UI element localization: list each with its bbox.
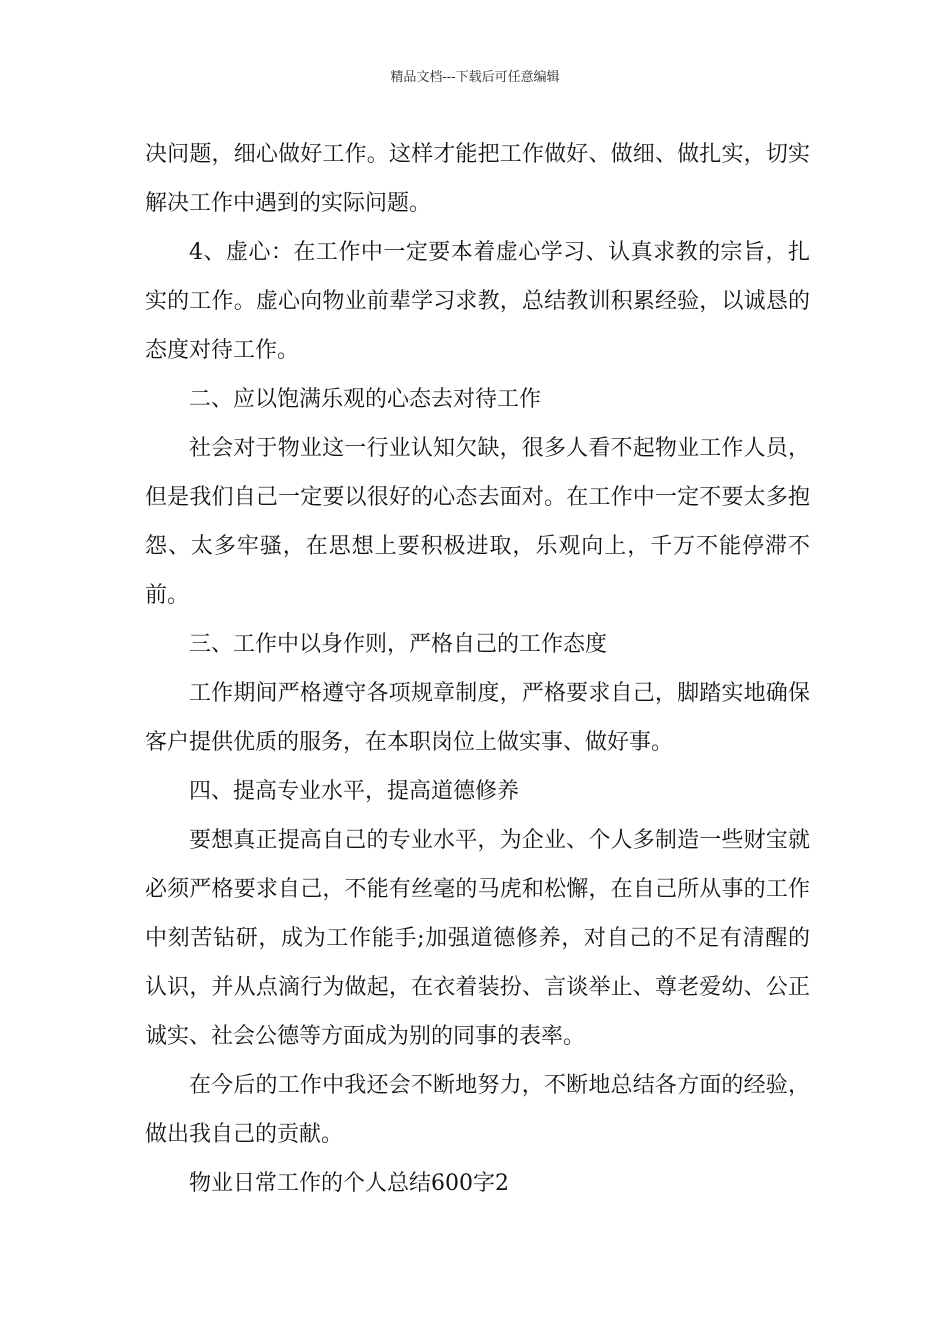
paragraph-discipline: 工作期间严格遵守各项规章制度，严格要求自己，脚踏实地确保客户提供优质的服务，在本职岗位上做实事、做好事。 xyxy=(145,681,810,755)
next-article-title: 物业日常工作的个人总结600字2 xyxy=(189,1171,509,1196)
page-header: 精品文档---下载后可任意编辑 xyxy=(390,70,560,85)
section-heading-4: 四、提高专业水平，提高道德修养 xyxy=(189,779,520,804)
section-heading-2: 二、应以饱满乐观的心态去对待工作 xyxy=(189,387,542,412)
paragraph-continuation: 决问题，细心做好工作。这样才能把工作做好、做细、做扎实，切实解决工作中遇到的实际问题。 xyxy=(145,142,810,216)
section-heading-3: 三、工作中以身作则，严格自己的工作态度 xyxy=(189,632,608,657)
paragraph-attitude: 社会对于物业这一行业认知欠缺，很多人看不起物业工作人员，但是我们自己一定要以很好的心态去面对。在工作中一定不要太多抱怨、太多牢骚，在思想上要积极进取，乐观向上，千万不能停滞不前。 xyxy=(145,436,810,608)
document-body xyxy=(145,130,810,1208)
paragraph-item-4: 4、虚心：在工作中一定要本着虚心学习、认真求教的宗旨，扎实的工作。虚心向物业前辈学习求教，总结教训积累经验，以诚恳的态度对待工作。 xyxy=(145,240,810,363)
paragraph-professional: 要想真正提高自己的专业水平，为企业、个人多制造一些财宝就必须严格要求自己，不能有丝毫的马虎和松懈，在自己所从事的工作中刻苦钻研，成为工作能手;加强道德修养，对自己的不足有清醒的认识，并从点滴行为做起，在衣着装扮、言谈举止、尊老爱幼、公正诚实、社会公德等方面成为别的同事的表率。 xyxy=(145,828,810,1049)
paragraph-conclusion: 在今后的工作中我还会不断地努力，不断地总结各方面的经验，做出我自己的贡献。 xyxy=(145,1073,810,1147)
